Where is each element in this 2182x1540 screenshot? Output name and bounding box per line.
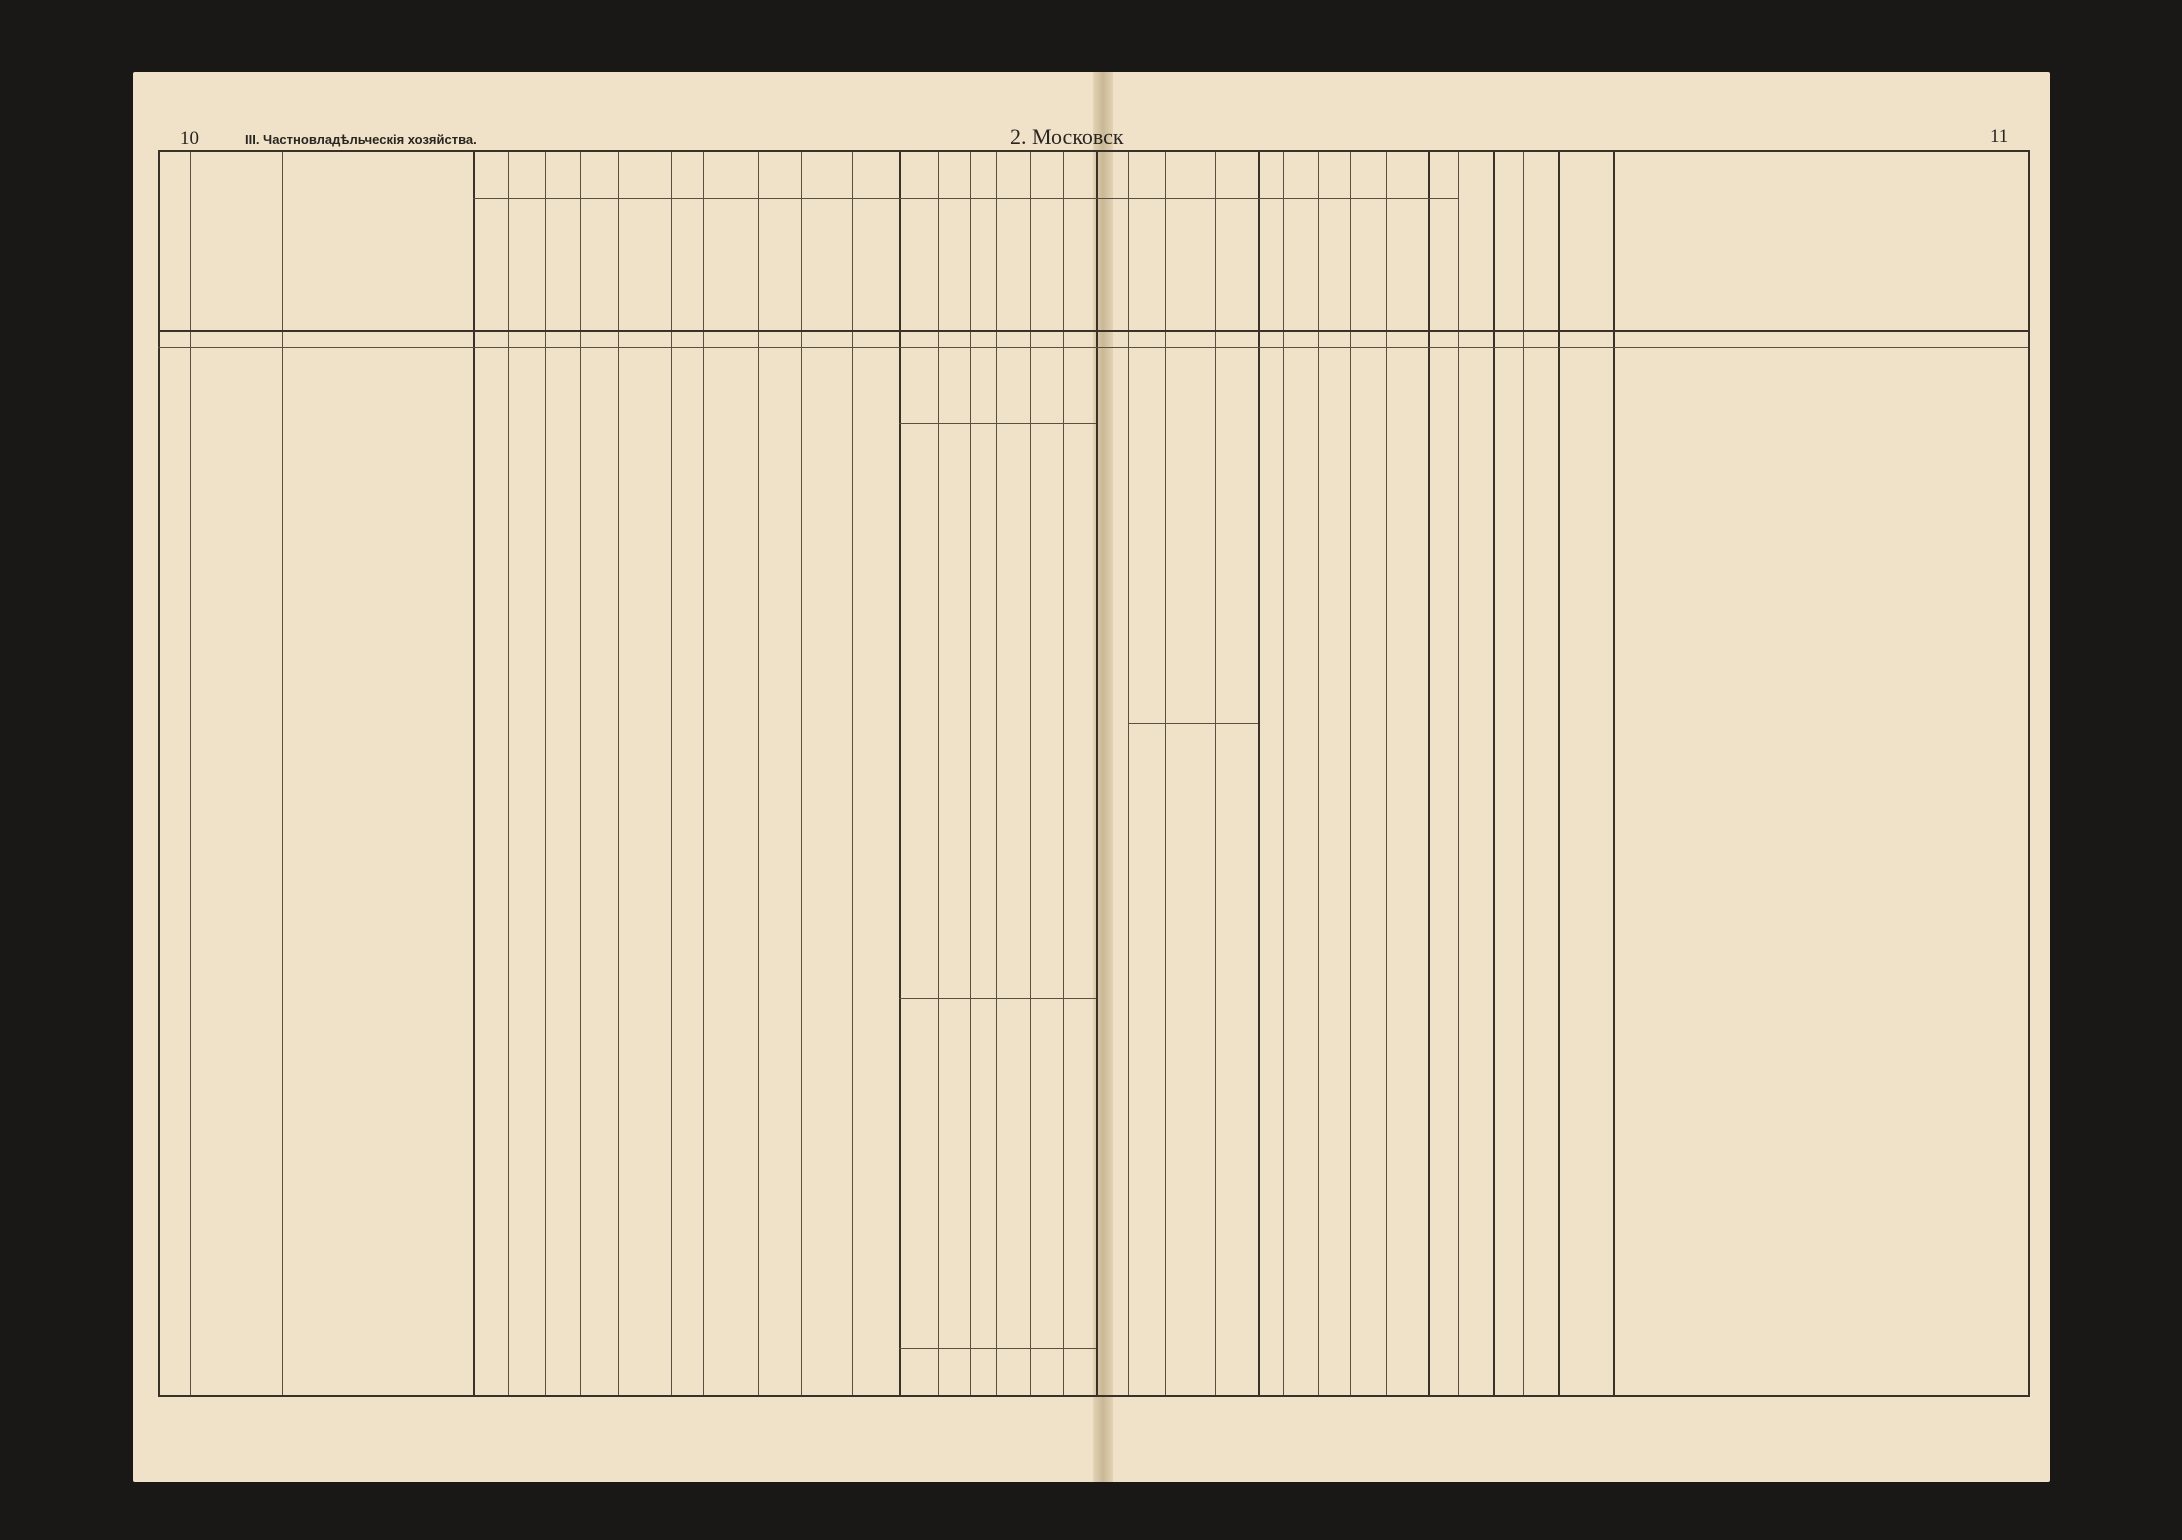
sub-rule (899, 423, 1096, 424)
column-rule (473, 150, 475, 1397)
column-rule (282, 150, 283, 1397)
column-rule (1558, 150, 1560, 1397)
column-rule (1215, 150, 1216, 1397)
column-rule (758, 150, 759, 1397)
column-rule (1350, 150, 1351, 1397)
column-rule (580, 150, 581, 1397)
column-rule (190, 150, 191, 1397)
column-rule (1096, 150, 1098, 1397)
table-bottom-rule (158, 1395, 2028, 1397)
sub-rule (899, 998, 1096, 999)
column-rule (703, 150, 704, 1397)
center-running-head: 2. Московск (1010, 124, 1124, 149)
right-page-number: 11 (1990, 126, 2009, 147)
column-rule (545, 150, 546, 1397)
column-rule (1165, 150, 1166, 1397)
table-top-rule (158, 150, 2028, 152)
column-rule (1428, 150, 1430, 1397)
column-rule (1128, 150, 1129, 1397)
column-rule (1386, 150, 1387, 1397)
left-running-head: III. Частновладѣльческія хозяйства. (245, 132, 477, 147)
column-rule (1030, 150, 1031, 1397)
column-rule (671, 150, 672, 1397)
left-page-number: 10 (180, 128, 199, 149)
column-rule (1318, 150, 1319, 1397)
column-rule (2028, 150, 2030, 1397)
column-rule (1613, 150, 1615, 1397)
column-rule (158, 150, 160, 1397)
sub-rule (1128, 723, 1258, 724)
sub-rule (899, 1348, 1096, 1349)
column-header-rule (158, 330, 2028, 332)
group-header-rule (473, 198, 1458, 199)
column-rule (852, 150, 853, 1397)
column-rule (1063, 150, 1064, 1397)
column-rule (899, 150, 901, 1397)
column-rule (970, 150, 971, 1397)
column-rule (938, 150, 939, 1397)
column-rule (618, 150, 619, 1397)
column-rule (996, 150, 997, 1397)
column-rule (1493, 150, 1495, 1397)
column-rule (508, 150, 509, 1397)
column-rule (801, 150, 802, 1397)
column-rule (1458, 150, 1459, 1397)
column-number-rule (158, 347, 2028, 348)
statistics-table (158, 150, 2028, 1397)
column-rule (1523, 150, 1524, 1397)
column-rule (1258, 150, 1260, 1397)
column-rule (1283, 150, 1284, 1397)
